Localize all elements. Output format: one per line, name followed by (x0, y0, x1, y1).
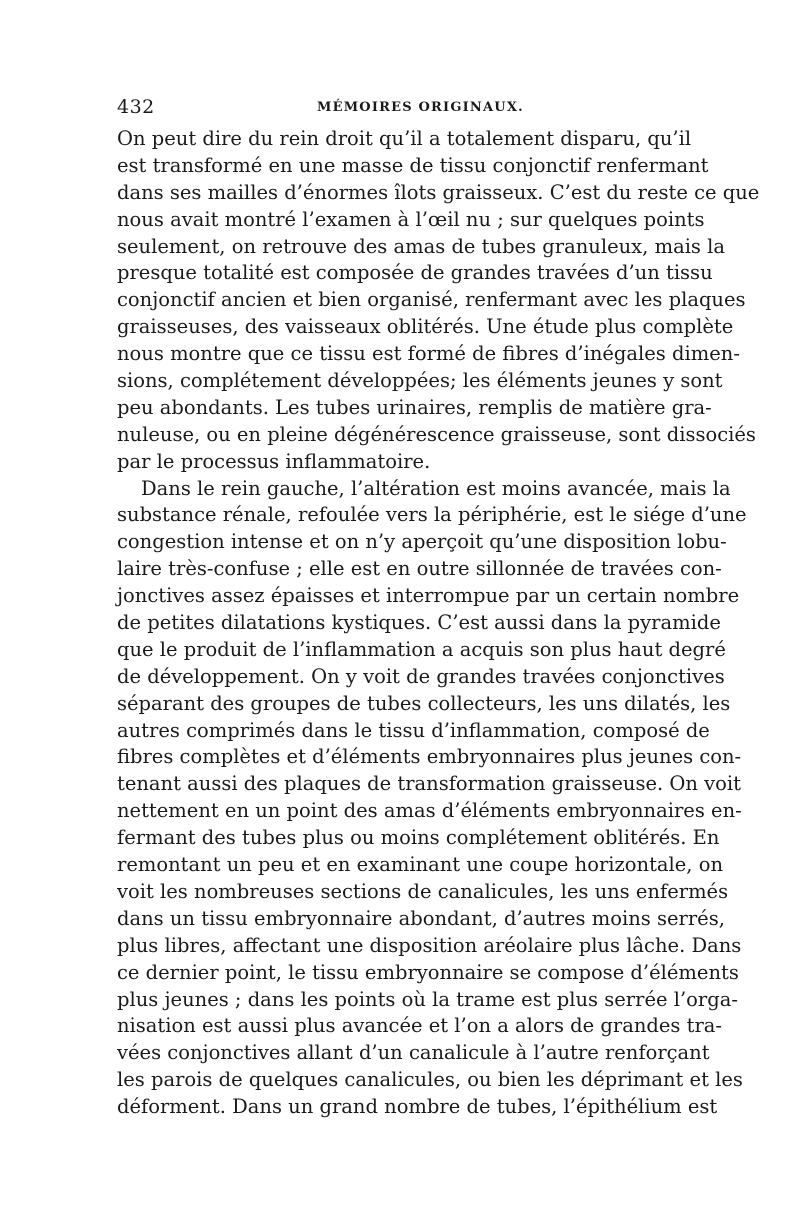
text-line: autres comprimés dans le tissu d’inflammation, composé de (117, 718, 710, 742)
book-page (117, 96, 760, 1121)
text-line: sions, complétement développées; les éléments jeunes y sont (117, 369, 723, 393)
text-line: remontant un peu et en examinant une coupe horizontale, on (117, 853, 724, 877)
text-line: par le processus inflammatoire. (117, 449, 431, 473)
paragraph-1 (117, 126, 760, 476)
text-line: est transformé en une masse de tissu conjonctif renfermant (117, 153, 709, 177)
text-line: fibres complètes et d’éléments embryonnaires plus jeunes con- (117, 745, 742, 769)
text-line: graisseuses, des vaisseaux oblitérés. Une étude plus complète (117, 315, 734, 339)
text-line: plus libres, affectant une disposition aréolaire plus lâche. Dans (117, 933, 742, 957)
text-line: de développement. On y voit de grandes travées conjonctives (117, 664, 725, 688)
text-line: de petites dilatations kystiques. C’est aussi dans la pyramide (117, 611, 721, 635)
text-line: laire très-confuse ; elle est en outre sillonnée de travées con- (117, 557, 722, 581)
text-line: vées conjonctives allant d’un canalicule à l’autre renforçant (117, 1041, 710, 1065)
page-number: 432 (117, 96, 155, 118)
body-text (117, 126, 760, 1121)
text-line: presque totalité est composée de grandes travées d’un tissu (117, 261, 713, 285)
text-line: fermant des tubes plus ou moins complétement oblitérés. En (117, 826, 720, 850)
text-line: seulement, on retrouve des amas de tubes granuleux, mais la (117, 234, 725, 258)
text-line: congestion intense et on n’y aperçoit qu’une disposition lobu- (117, 530, 727, 554)
paragraph-2 (117, 476, 747, 1121)
text-line: que le produit de l’inflammation a acquis son plus haut degré (117, 637, 726, 661)
text-line: nous montre que ce tissu est formé de fibres d’inégales dimen- (117, 342, 740, 366)
text-line: voit les nombreuses sections de canalicules, les uns enfermés (117, 879, 729, 903)
text-line: Dans le rein gauche, l’altération est moins avancée, mais la (141, 476, 731, 500)
text-line: nous avait montré l’examen à l’œil nu ; sur quelques points (117, 207, 705, 231)
text-line: dans un tissu embryonnaire abondant, d’autres moins serrés, (117, 906, 725, 930)
text-line: peu abondants. Les tubes urinaires, remplis de matière gra- (117, 395, 712, 419)
text-line: On peut dire du rein droit qu’il a totalement disparu, qu’il (117, 127, 692, 150)
text-line: déforment. Dans un grand nombre de tubes, l’épithélium est (117, 1095, 718, 1119)
text-line: conjonctif ancien et bien organisé, renfermant avec les plaques (117, 288, 746, 312)
text-line: dans ses mailles d’énormes îlots graisseux. C’est du reste ce que (117, 180, 760, 204)
text-line: substance rénale, refoulée vers la périphérie, est le siége d’une (117, 503, 747, 527)
text-line: nettement en un point des amas d’éléments embryonnaires en- (117, 799, 742, 823)
text-line: les parois de quelques canalicules, ou bien les déprimant et les (117, 1068, 743, 1092)
page-header (117, 96, 687, 122)
text-line: nisation est aussi plus avancée et l’on a alors de grandes tra- (117, 1014, 722, 1038)
running-title: MÉMOIRES ORIGINAUX. (317, 100, 524, 115)
text-line: nuleuse, ou en pleine dégénérescence graisseuse, sont dissociés (117, 422, 756, 446)
text-line: jonctives assez épaisses et interrompue par un certain nombre (117, 584, 740, 608)
text-line: séparant des groupes de tubes collecteurs, les uns dilatés, les (117, 691, 731, 715)
text-line: ce dernier point, le tissu embryonnaire se compose d’éléments (117, 960, 739, 984)
text-line: tenant aussi des plaques de transformation graisseuse. On voit (117, 772, 741, 796)
text-line: plus jeunes ; dans les points où la trame est plus serrée l’orga- (117, 987, 738, 1011)
